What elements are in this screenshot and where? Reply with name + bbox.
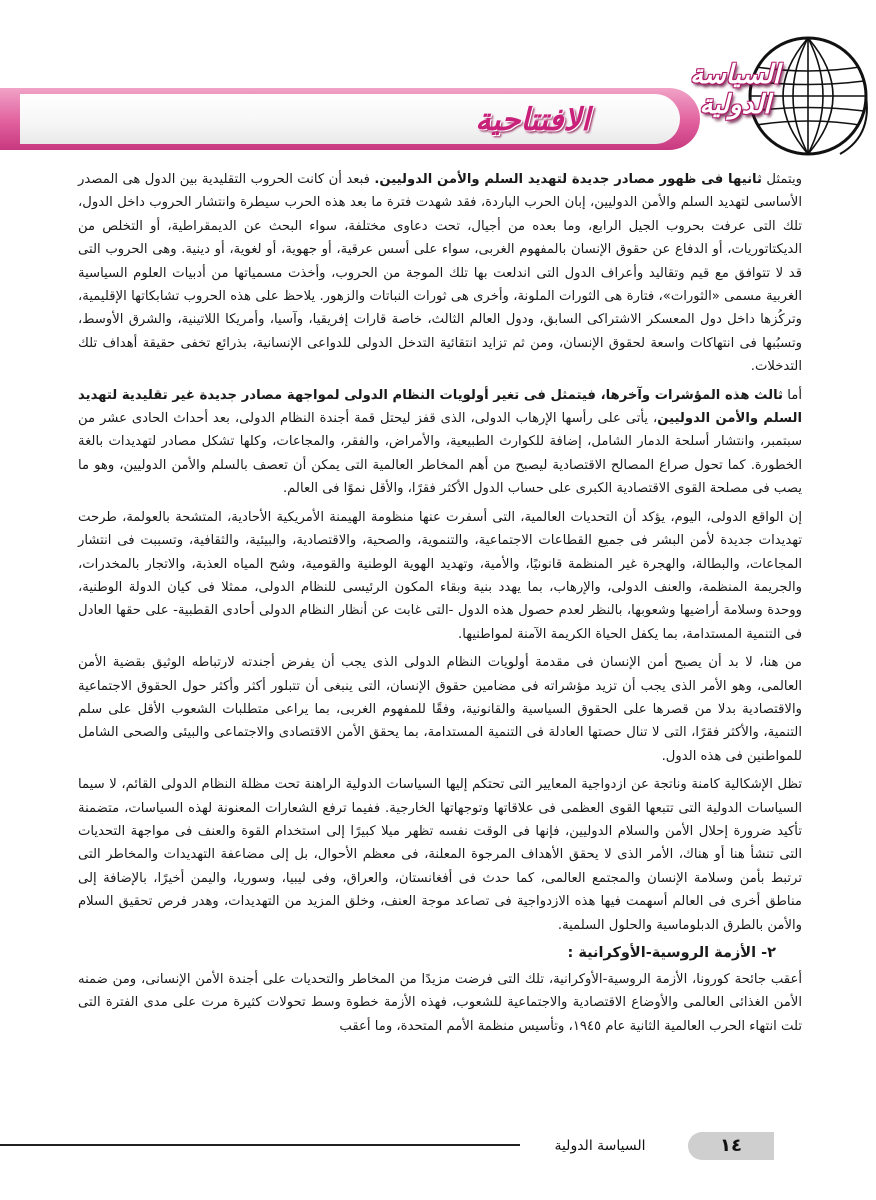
paragraph-3: إن الواقع الدولى، اليوم، يؤكد أن التحديات العالمية، التى أسفرت عنها منظومة الهيمنة الأمريكية الأحادية، المتشحة بالعولمة، طرحت تهديدات جديدة لأمن البشر فى جميع القطاعات الاجتماعية، والتنموية، والصحية، والاقتصادية، والبيئية، والثقافية، وتسببت فى انتشار المجاعات، والبطالة، والهجرة غير المنظمة قانونيًا، والأمية، وتهديد الهوية الوطنية والقومية، وشح المياه العذبة، والاتجار بالمخدرات، والجريمة المنظمة، والعنف الدولى، والإرهاب، بما يهدد بنية وبقاء المكون الرئيسى للنظام الدولى، ممثلا فى كيان الدولة الوطنية، ووحدة وسلامة أراضيها وشعوبها، بالنظر لعدم حصول هذه الدول -التى غابت عن أنظار النظام الدولى أحادى القطبية- على حقها العادل فى التنمية المستدامة، بما يكفل الحياة الكريمة الآمنة لمواطنيها. — [78, 509, 802, 642]
magazine-logo — [640, 36, 876, 160]
section-title: الافتتاحية — [475, 102, 590, 138]
paragraph-1-text: فبعد أن كانت الحروب التقليدية بين الدول هى المصدر الأساسى لتهديد السلم والأمن الدوليين، إبان الحرب الباردة، فقد شهدت فترة ما بعد هذه الحرب سيطرة وانتشار الحروب داخل الدول، تلك التى عرفت بحروب الجيل الرابع، وما بعده من أجيال، تحت دعاوى مختلفة، سواء البحث عن الديمقراطية، أو التخلص من الديكتاتوريات، أو الدفاع عن حقوق الإنسان بالمفهوم الغربى، سواء على أسس عرقية، أو جهوية، أو لغوية، أو دينية. وهى الحروب التى قد لا تتوافق مع قيم وتقاليد وأعراف الدول التى اندلعت بها تلك الموجة من الحروب، وأخذت مسمياتها من أدبيات العلوم السياسية الغربية مسمى «الثورات»، فتارة هى الثورات الملونة، وأخرى هى ثورات النباتات والزهور. يلاحظ على هذه الحروب تشابكاتها الإقليمية، وتركُزها داخل دول المعسكر الاشتراكى السابق، ودول العالم الثالث، خاصة قارات إفريقيا، وآسيا، وأمريكا اللاتينية، والشرق الأوسط، وتسبُبها فى انتهاكات واسعة لحقوق الإنسان، ومن ثم تزايد انتقائية التدخل الدولى للدواعى الإنسانية، بذرائع تخفى حقيقة أهداف تلك التدخلات. — [78, 172, 802, 375]
logo-wordmark — [660, 60, 810, 120]
paragraph-1 — [78, 168, 802, 379]
footer-rule — [0, 1144, 605, 1146]
footer-publication: السياسة الدولية — [520, 1132, 680, 1160]
paragraph-5: تظل الإشكالية كامنة وناتجة عن ازدواجية المعايير التى تحتكم إليها السياسات الدولية الراهنة تحت مظلة النظام الدولى القائم، لا سيما السياسات الدولية التى تتبعها القوى العظمى فى علاقاتها وتوجهاتها الخارجية. ففيما ترفع الشعارات المعنونة لهذه السياسات، متضمنة تأكيد ضرورة إحلال الأمن والسلام الدوليين، فإنها فى الوقت نفسه تظهر ميلا كبيرًا إلى استخدام القوة والعنف فى مواجهة التحديات التى تنشأ هنا أو هناك، الأمر الذى لا يحقق الأهداف المرجوة المعلنة، فى معظم الأحوال، بل إلى مضاعفة التهديدات والمخاطر التى ترتبط بأمن وسلامة الإنسان والمجتمع العالمى، كما حدث فى أفغانستان، والعراق، وفى ليبيا، وسوريا، واليمن أخيرًا، بالإضافة إلى مناطق أخرى فى العالم أسهمت فيها هذه الازدواجية فى تصاعد موجة العنف، وخلق المزيد من التهديدات، وهدر فرص تحقيق السلام والأمن بالطرق الدبلوماسية والحلول السلمية. — [78, 777, 802, 933]
paragraph-1-bold: ثانيها فى ظهور مصادر جديدة لتهديد السلم والأمن الدوليين. — [374, 172, 762, 187]
paragraph-1-lead: ويتمثل — [761, 172, 802, 187]
subheading: ٢- الأزمة الروسية-الأوكرانية : — [567, 945, 776, 961]
paragraph-6: أعقب جائحة كورونا، الأزمة الروسية-الأوكرانية، تلك التى فرضت مزيدًا من المخاطر والتحديات على أجندة الأمن الإنسانى، ومن ضمنه الأمن الغذائى العالمى والأوضاع الاقتصادية والاجتماعية للشعوب، فهذه الأزمة خطوة وسط تحولات كثيرة مرت على مدى الفترة التى تلت انتهاء الحرب العالمية الثانية عام ١٩٤٥، وتأسيس منظمة الأمم المتحدة، وما أعقب — [78, 972, 802, 1034]
logo-line-2: الدولية — [699, 90, 771, 120]
article-body — [78, 168, 802, 1043]
page-number: ١٤ — [688, 1132, 774, 1160]
paragraph-4: من هنا، لا بد أن يصبح أمن الإنسان فى مقدمة أولويات النظام الدولى الذى يجب أن يفرض أجندته لارتباطه الوثيق بقضية الأمن العالمى، وهو الأمر الذى يجب أن تزيد مؤشراته فى مضامين حقوق الإنسان، التى ينبغى أن تتبلور أكثر وأكثر حول الحقوق الاجتماعية والاقتصادية بدلا من قصرها على الحقوق السياسية والقانونية، وفقًا للمفهوم الغربى، بما يراعى متطلبات الشعوب الأقل على سلم التنمية، والأكثر فقرًا، التى لا تنال حصتها العادلة فى التنمية المستدامة، بما يحقق الأمن الاقتصادى والاجتماعى والبيئى والصحى الشامل للمواطنين فى هذه الدول. — [78, 655, 802, 764]
logo-line-1: السياسة — [690, 60, 780, 90]
page-header — [0, 0, 876, 160]
paragraph-2 — [78, 384, 802, 501]
paragraph-2-text: ، يأتى على رأسها الإرهاب الدولى، الذى قفز ليحتل قمة أجندة النظام الدولى، بعد أحداث الحادى عشر من سبتمبر، وانتشار أسلحة الدمار الشامل، إضافة للكوارث الطبيعية، والأمراض، والفقر، والمجاعات، وكلها تشكل مصادر لتهديدات بالغة الخطورة. كما تحول صراع المصالح الاقتصادية ليصبح من أهم المخاطر العالمية التى يمكن أن تعصف بالسلم والأمن الدوليين، وهو ما يصب فى مصلحة القوى الاقتصادية الكبرى على حساب الدول الأكثر فقرًا، والأقل نموًا فى العالم. — [78, 411, 802, 497]
paragraph-2-bold: ثالث هذه المؤشرات وآخرها، فيتمثل فى تغير أولويات النظام الدولى لمواجهة مصادر جديدة غير تقليدية لتهديد السلم والأمن الدوليين — [78, 387, 802, 427]
page-footer — [0, 1126, 876, 1166]
paragraph-2-lead: أما — [782, 387, 802, 403]
